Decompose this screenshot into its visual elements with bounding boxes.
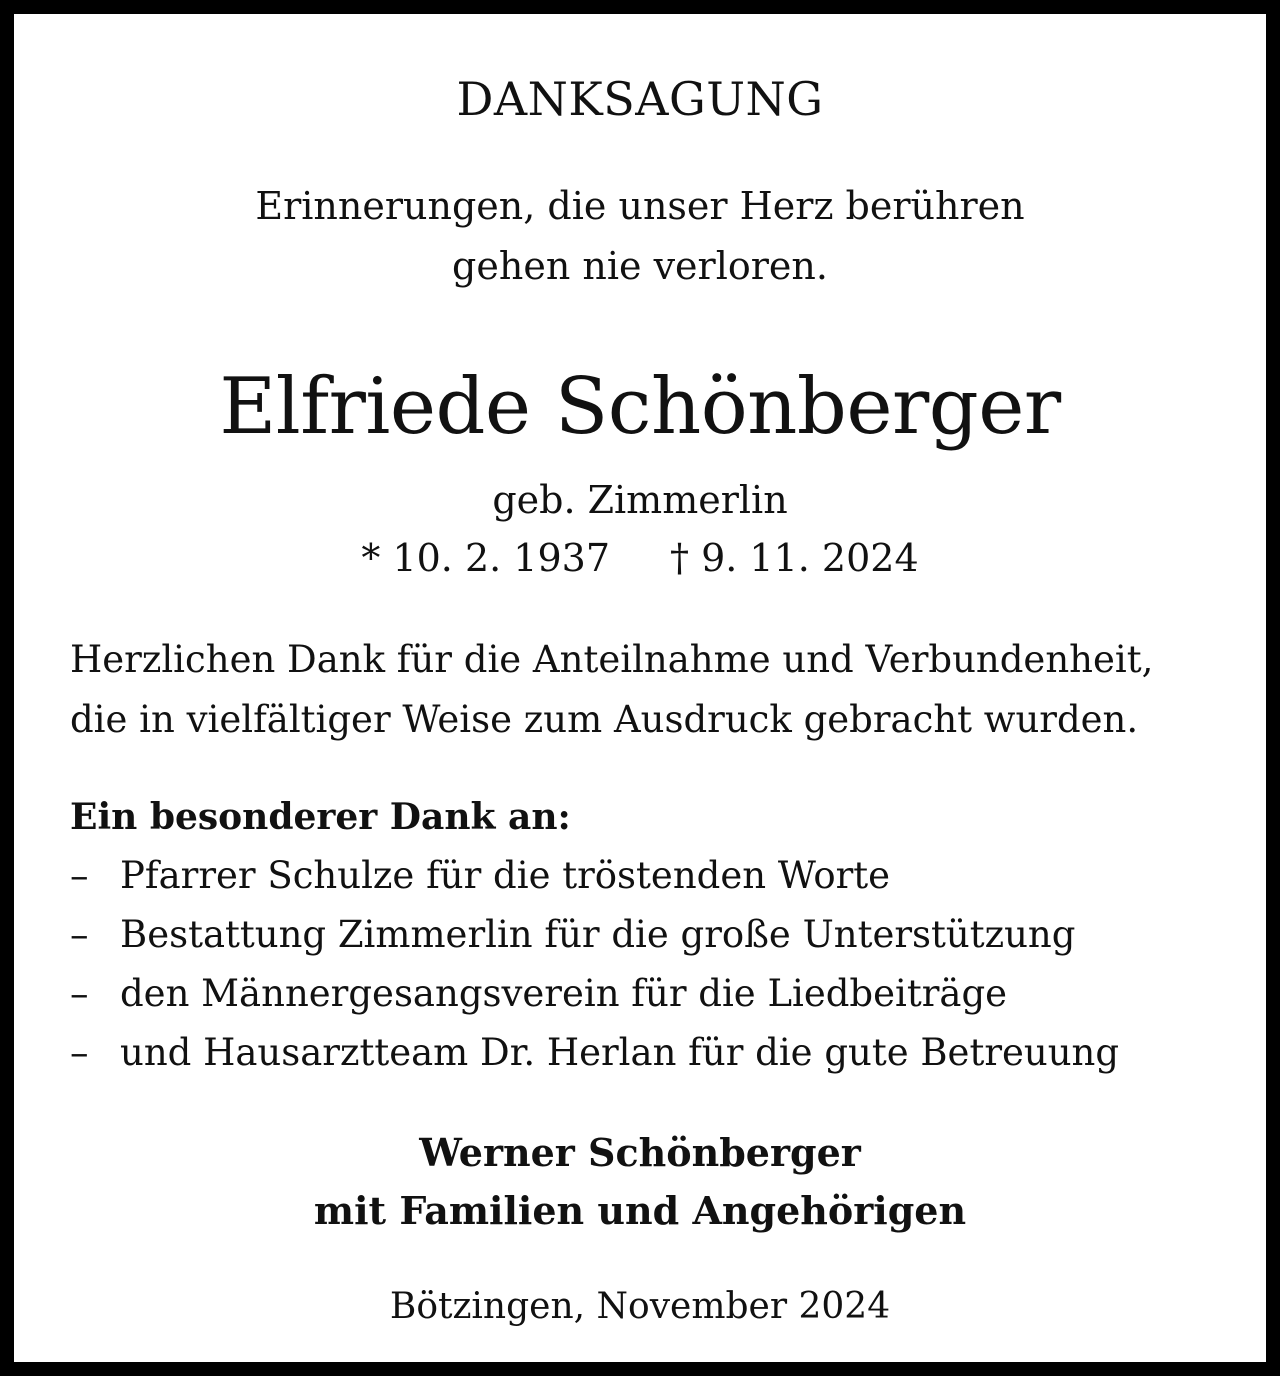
list-item-text: Bestattung Zimmerlin für die große Unterstützung xyxy=(120,913,1076,956)
motto-line-1: Erinnerungen, die unser Herz berühren xyxy=(255,184,1025,228)
deceased-name: Elfriede Schönberger xyxy=(219,362,1061,452)
list-bullet: – xyxy=(70,913,89,956)
motto-line-2: gehen nie verloren. xyxy=(452,244,828,288)
list-bullet: – xyxy=(70,972,89,1015)
list-item xyxy=(70,913,1119,972)
list-item xyxy=(70,854,1119,913)
death-date: † 9. 11. 2024 xyxy=(670,536,919,580)
list-item xyxy=(70,972,1119,1031)
notice-heading: DANKSAGUNG xyxy=(456,72,824,126)
life-dates xyxy=(14,536,1266,580)
list-item-text: den Männergesangsverein für die Liedbeiträge xyxy=(120,972,1008,1015)
list-item-text: und Hausarztteam Dr. Herlan für die gute Betreuung xyxy=(120,1031,1120,1074)
gratitude-line-2: die in vielfältiger Weise zum Ausdruck gebracht wurden. xyxy=(70,698,1139,741)
special-thanks-list xyxy=(70,854,1119,1090)
signature-family: mit Familien und Angehörigen xyxy=(313,1188,967,1233)
gratitude-line-1: Herzlichen Dank für die Anteilnahme und Verbundenheit, xyxy=(70,638,1154,681)
place-and-date: Bötzingen, November 2024 xyxy=(389,1286,891,1327)
special-thanks-heading: Ein besonderer Dank an: xyxy=(70,796,571,838)
list-item-text: Pfarrer Schulze für die tröstenden Worte xyxy=(120,854,891,897)
list-bullet: – xyxy=(70,854,89,897)
birth-date: * 10. 2. 1937 xyxy=(361,536,610,580)
list-bullet: – xyxy=(70,1031,89,1074)
list-item xyxy=(70,1031,1119,1090)
signature-name: Werner Schönberger xyxy=(419,1130,861,1175)
birth-name: geb. Zimmerlin xyxy=(492,478,788,522)
